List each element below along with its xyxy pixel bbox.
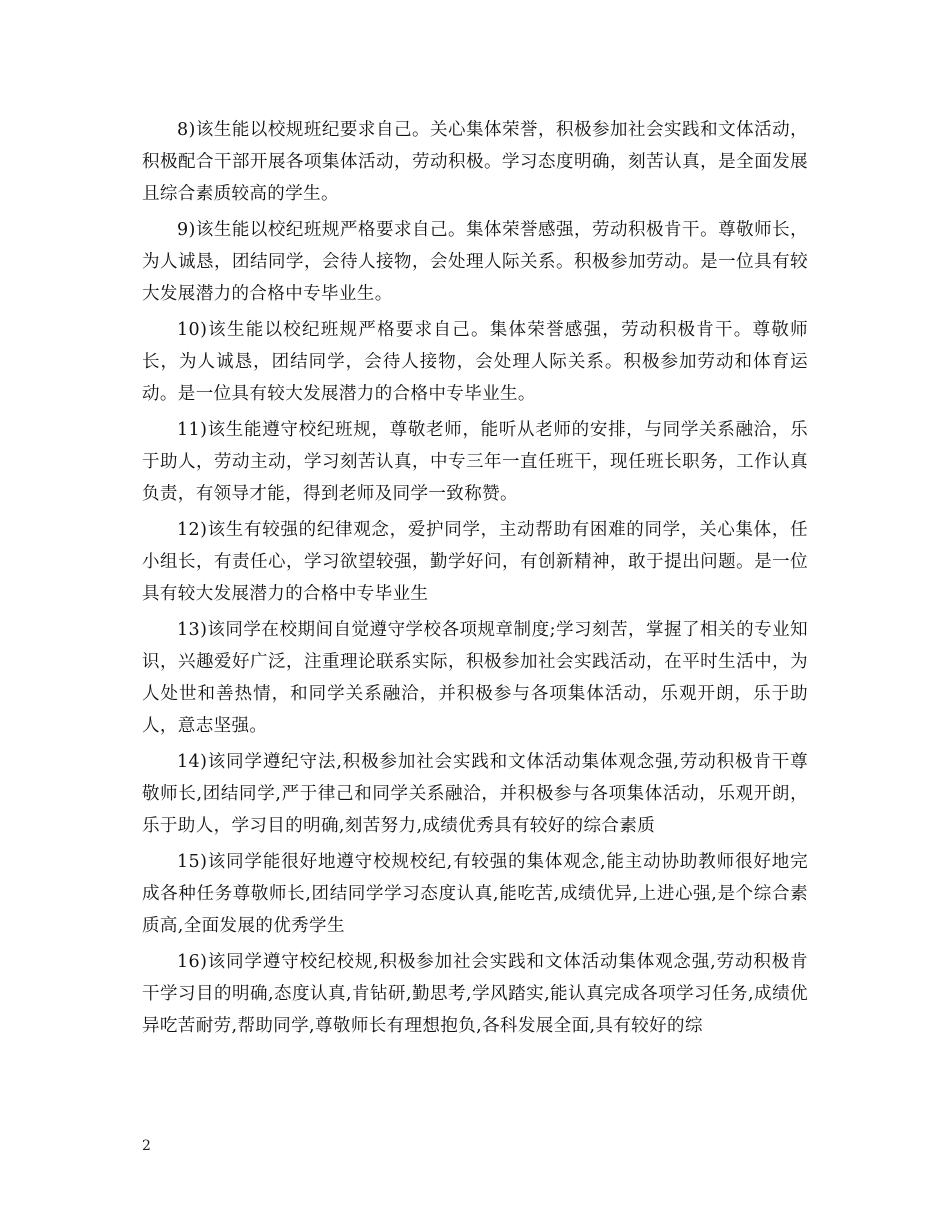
paragraph-13: 13)该同学在校期间自觉遵守学校各项规章制度;学习刻苦，掌握了相关的专业知识，兴趣爱好广泛，注重理论联系实际，积极参加社会实践活动，在平时生活中，为人处世和善热情，和同学关系融洽，并积极参与各项集体活动，乐观开朗，乐于助人，意志坚强。 [142,620,808,736]
document-body [142,114,808,1046]
paragraph-15: 15)该同学能很好地遵守校规校纪,有较强的集体观念,能主动协助教师很好地完成各种任务尊敬师长,团结同学学习态度认真,能吃苦,成绩优异,上进心强,是个综合素质高,全面发展的优秀学生 [142,852,808,936]
paragraph-16: 16)该同学遵守校纪校规,积极参加社会实践和文体活动集体观念强,劳动积极肯干学习目的明确,态度认真,肯钻研,勤思考,学风踏实,能认真完成各项学习任务,成绩优异吃苦耐劳,帮助同学,尊敬师长有理想抱负,各科发展全面,具有较好的综 [142,952,808,1036]
paragraph-12: 12)该生有较强的纪律观念，爱护同学，主动帮助有困难的同学，关心集体，任小组长，有责任心，学习欲望较强，勤学好问，有创新精神，敢于提出问题。是一位具有较大发展潜力的合格中专毕业生 [142,520,808,604]
page-number: 2 [142,1138,151,1154]
paragraph-8: 8)该生能以校规班纪要求自己。关心集体荣誉，积极参加社会实践和文体活动，积极配合干部开展各项集体活动，劳动积极。学习态度明确，刻苦认真，是全面发展且综合素质较高的学生。 [142,120,808,204]
paragraph-14: 14)该同学遵纪守法,积极参加社会实践和文体活动集体观念强,劳动积极肯干尊敬师长,团结同学,严于律己和同学关系融洽，并积极参与各项集体活动，乐观开朗，乐于助人，学习目的明确,刻苦努力,成绩优秀具有较好的综合素质 [142,752,808,836]
paragraph-9: 9)该生能以校纪班规严格要求自己。集体荣誉感强，劳动积极肯干。尊敬师长，为人诚恳，团结同学，会待人接物，会处理人际关系。积极参加劳动。是一位具有较大发展潜力的合格中专毕业生。 [142,220,808,304]
paragraph-11: 11)该生能遵守校纪班规，尊敬老师，能听从老师的安排，与同学关系融洽，乐于助人，劳动主动，学习刻苦认真，中专三年一直任班干，现任班长职务，工作认真负责，有领导才能，得到老师及同学一致称赞。 [142,420,808,504]
paragraph-10: 10)该生能以校纪班规严格要求自己。集体荣誉感强，劳动积极肯干。尊敬师长，为人诚恳，团结同学，会待人接物，会处理人际关系。积极参加劳动和体育运动。是一位具有较大发展潜力的合格中专毕业生。 [142,320,808,404]
